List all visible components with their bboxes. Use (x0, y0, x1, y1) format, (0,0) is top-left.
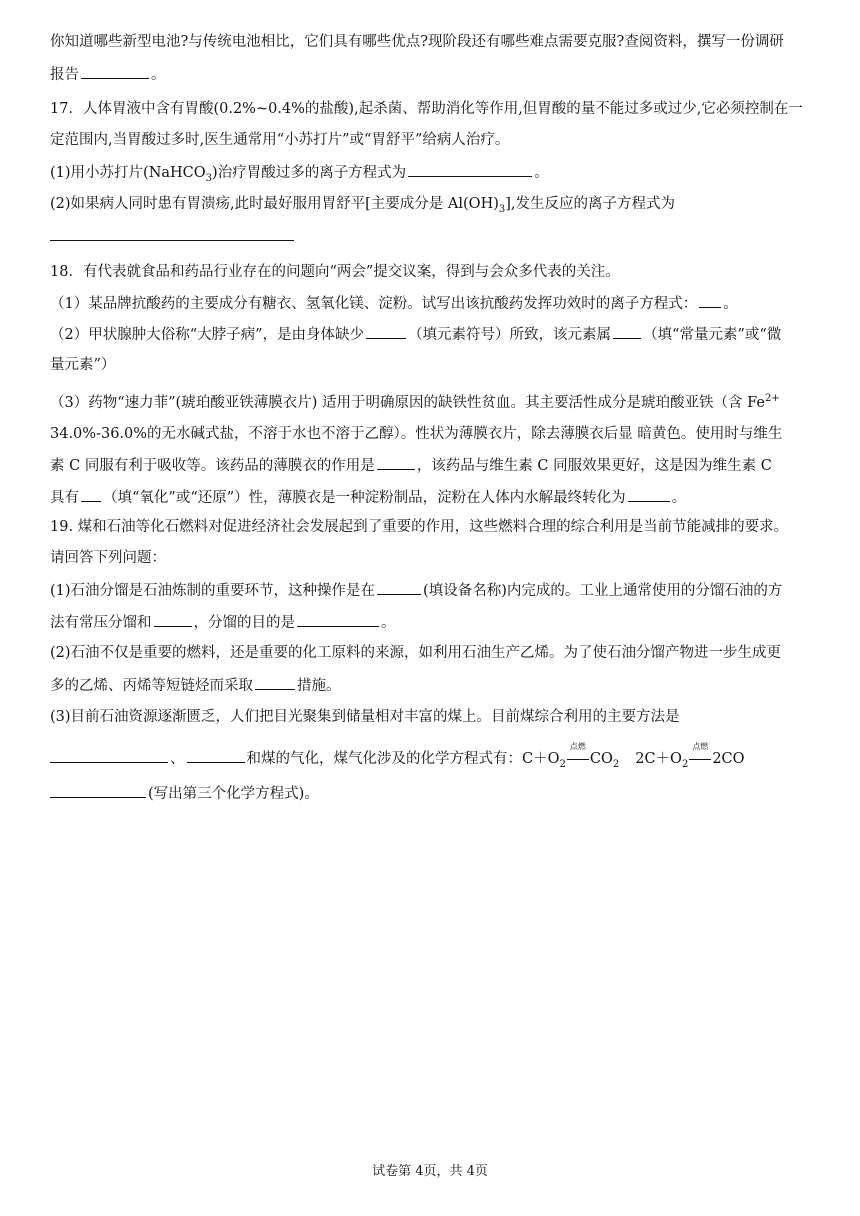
ignition-label: 点燃 (692, 742, 709, 751)
q17-part-1 (50, 162, 810, 183)
q17-part-2 (50, 194, 810, 214)
q18-part-3-line-3 (50, 455, 810, 476)
q17-stem-line-1 (50, 99, 810, 119)
q17-stem-line-2 (50, 130, 810, 150)
intro-text-post: 。 (151, 67, 166, 83)
answer-blank[interactable] (50, 783, 146, 798)
q19-part-3-line-1 (50, 707, 810, 727)
q17-stem: 17．人体胃液中含有胃酸(0.2%~0.4%的盐酸),起杀菌、帮助消化等作用,但胃酸的量不能过多或过少,它必须控制在一 (50, 101, 803, 117)
q18-p3-line1: （3）药物“速力菲”(琥珀酸亚铁薄膜衣片) 适用于明确原因的缺铁性贫血。其主要活性成分是琥珀酸亚铁（含 Fe (50, 395, 765, 411)
answer-blank[interactable] (377, 580, 421, 595)
answer-blank[interactable] (81, 64, 149, 79)
q19-p2-line2-pre: 多的乙烯、丙烯等短链烃而采取 (50, 678, 253, 694)
answer-blank[interactable] (699, 293, 721, 308)
q17-p1-post: )治疗胃酸过多的离子方程式为 (212, 165, 407, 181)
q17-p1-end: 。 (534, 165, 549, 181)
intro-text: 你知道哪些新型电池?与传统电池相比，它们具有哪些优点?现阶段还有哪些难点需要克服?查阅资料，撰写一份调研 (50, 34, 784, 50)
q19-p1-pre: (1)石油分馏是石油炼制的重要环节，这种操作是在 (50, 583, 376, 599)
q18-p2-pre: （2）甲状腺肿大俗称“大脖子病”，是由身体缺少 (50, 327, 365, 343)
q18-p3-line3-post: ，该药品与维生素 C 同服效果更好，这是因为维生素 C (416, 458, 772, 474)
q18-p1-post: 。 (723, 296, 738, 312)
q19-p3-co2-sub: 2 (612, 758, 620, 770)
q18-p2-line2: 量元素”） (50, 357, 116, 373)
answer-blank[interactable] (613, 324, 641, 339)
q19-p1-l2-pre: 法有常压分馏和 (50, 615, 152, 631)
q18-part-3-line-4 (50, 487, 810, 508)
q18-part-2 (50, 324, 810, 345)
q19-p3-line1: (3)目前石油资源逐渐匮乏，人们把目光聚集到储量相对丰富的煤上。目前煤综合利用的主要方法是 (50, 709, 680, 725)
q17-p1-pre: (1)用小苏打片(NaHCO (50, 165, 206, 181)
answer-blank[interactable] (50, 748, 168, 763)
answer-blank[interactable] (50, 226, 294, 241)
q18-p3-line3-pre: 素 C 同服有利于吸收等。该药品的薄膜衣的作用是 (50, 458, 375, 474)
q19-stem-line-1 (50, 517, 810, 537)
q19-stem-line-2 (50, 548, 810, 568)
intro-line-1 (50, 32, 810, 52)
answer-blank[interactable] (377, 455, 415, 470)
q19-stem-2: 请回答下列问题： (50, 550, 166, 566)
q19-p3-eq2-pre: 2C＋O (635, 751, 682, 767)
q18-stem-text: 18．有代表就食品和药品行业存在的问题向“两会”提交议案，得到与会众多代表的关注。 (50, 264, 620, 280)
q18-stem (50, 262, 810, 282)
answer-blank[interactable] (187, 748, 245, 763)
answer-blank[interactable] (297, 612, 379, 627)
intro-line-2 (50, 64, 810, 85)
q18-p3-line2: 34.0%-36.0%的无水碱式盐，不溶于水也不溶于乙醇）。性状为薄膜衣片，除去薄膜衣后显 暗黄色。使用时与维生 (50, 426, 783, 442)
q18-p2-post: （填“常量元素”或“微 (643, 327, 782, 343)
q19-p2-line2-post: 措施。 (297, 678, 341, 694)
answer-blank[interactable] (408, 162, 532, 177)
q19-p3-co2: CO (589, 751, 613, 767)
q19-p3-o2-sub: 2 (559, 758, 566, 770)
q19-p3-l2-text: 和煤的气化，煤气化涉及的化学方程式有：C＋O (246, 751, 560, 767)
q19-part-1-line-2 (50, 612, 810, 633)
q18-p3-sup: 2+ (764, 393, 780, 405)
q19-part-1 (50, 580, 810, 601)
q19-part-3-line-2 (50, 742, 810, 770)
q19-p1-mid: (填设备名称)内完成的。工业上通常使用的分馏石油的方 (423, 583, 783, 599)
answer-blank[interactable] (81, 487, 101, 502)
q18-part-2-line-2 (50, 355, 810, 375)
q17-p2-sub: 3 (498, 203, 506, 215)
page-footer (0, 1160, 860, 1179)
q18-p3-line4-post: 。 (671, 490, 687, 506)
q19-p3-eq2-sub: 2 (681, 758, 689, 770)
q18-part-1 (50, 293, 810, 314)
ignition-label: 点燃 (569, 742, 586, 751)
q19-p2-line1: (2)石油不仅是重要的燃料，还是重要的化工原料的来源，如利用石油生产乙烯。为了使石油分馏产物进一步生成更 (50, 645, 782, 661)
ignition-arrow (566, 742, 590, 769)
q17-p1-sub: 3 (205, 172, 213, 184)
q17-stem-2: 定范围内,当胃酸过多时,医生通常用“小苏打片”或“胃舒平”给病人治疗。 (50, 132, 510, 148)
q19-stem: 19. 煤和石油等化石燃料对促进经济社会发展起到了重要的作用，这些燃料合理的综合利用是当前节能减排的要求。 (50, 519, 789, 535)
q18-p2-mid: （填元素符号）所致，该元素属 (408, 327, 612, 343)
ignition-arrow (688, 742, 712, 769)
q17-part-2-answer (50, 226, 810, 247)
q17-p2-pre: (2)如果病人同时患有胃溃疡,此时最好服用胃舒平[主要成分是 Al(OH) (50, 196, 499, 212)
q19-part-2-line-1 (50, 643, 810, 663)
q18-p3-line4-mid: （填“氧化”或“还原”）性，薄膜衣是一种淀粉制品，淀粉在人体内水解最终转化为 (103, 490, 626, 506)
q19-p3-sep: 、 (170, 751, 185, 767)
q19-p3-eq2-prod: 2CO (712, 751, 745, 767)
q18-part-3-line-1 (50, 393, 810, 413)
answer-blank[interactable] (628, 487, 670, 502)
answer-blank[interactable] (366, 324, 406, 339)
q19-p3-l3-post: (写出第三个化学方程式)。 (148, 786, 319, 802)
intro-text-pre: 报告 (50, 67, 79, 83)
q19-p1-l2-post: 。 (381, 615, 396, 631)
q18-part-3-line-2 (50, 424, 810, 444)
answer-blank[interactable] (154, 612, 192, 627)
q17-p2-post: ],发生反应的离子方程式为 (505, 196, 676, 212)
q18-p3-line4-pre: 具有 (50, 490, 79, 506)
q19-part-2-line-2 (50, 675, 810, 696)
q18-p1-pre: （1）某品牌抗酸药的主要成分有糖衣、氢氧化镁、淀粉。试写出该抗酸药发挥功效时的离子方程式： (50, 296, 698, 312)
q19-p1-l2-mid: ，分馏的目的是 (193, 615, 295, 631)
answer-blank[interactable] (255, 675, 295, 690)
page-number: 试卷第 4页，共 4页 (372, 1164, 488, 1179)
q19-part-3-line-3 (50, 783, 810, 804)
